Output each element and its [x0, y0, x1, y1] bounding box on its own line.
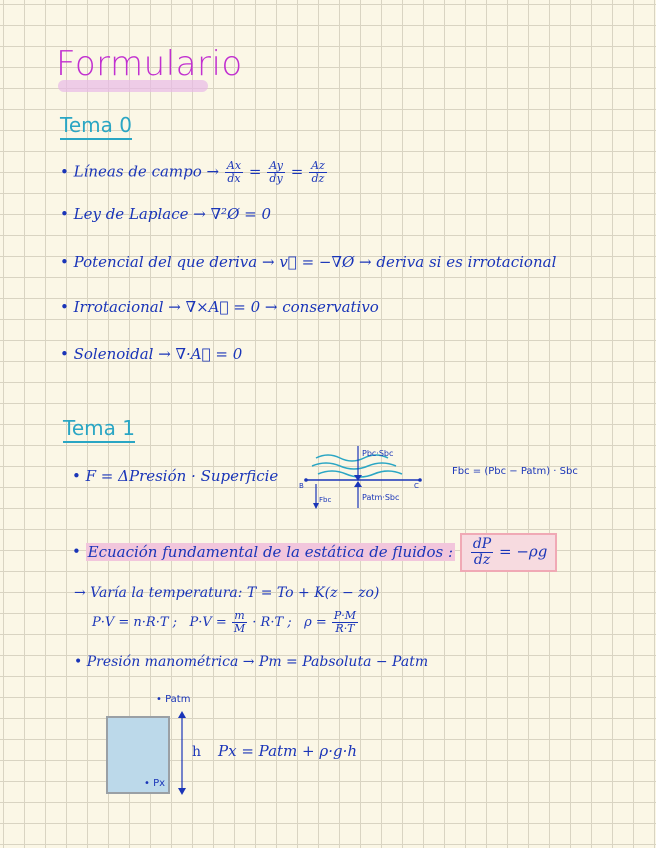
irrotacional: • Irrotacional → ∇×A⃗ = 0 → conservativo	[60, 298, 379, 316]
tema1-heading: Tema 1	[63, 416, 135, 443]
lineas-de-campo	[60, 160, 328, 185]
equals-sign: =	[290, 162, 304, 181]
diagram-label-b: B	[299, 482, 304, 490]
solenoidal: • Solenoidal → ∇·A⃗ = 0	[60, 345, 242, 363]
fraction-ax-dx: $\frac{Ax}{dx}$	[226, 159, 242, 185]
gas-eq2-right: · R·T ;	[252, 615, 292, 630]
potencial: • Potencial del que deriva → v⃗ = −∇Ø → deriva si es irrotacional	[60, 253, 556, 271]
fraction-pm-rt: $\frac{P\cdot M}{R\cdot T}$	[333, 609, 357, 635]
tank-formula: Px = Patm + ρ·g·h	[218, 742, 357, 760]
fraction-az-dz: $\frac{Az}{dz}$	[311, 159, 325, 185]
presion-manometrica: • Presión manométrica → Pm = Pabsoluta − Patm	[74, 654, 428, 670]
tank-label-patm: • Patm	[156, 694, 191, 705]
diagram-label-bottom: Patm·Sbc	[362, 493, 400, 502]
page-title: Formulario	[56, 44, 243, 84]
diagram-label-left: Fbc	[319, 496, 332, 504]
gas-eq3-left: ρ =	[304, 615, 327, 630]
lineas-label: Líneas de campo →	[73, 162, 220, 181]
tank-label-px: • Px	[144, 778, 166, 789]
fraction-dp-dz: $\frac{dP}{dz}$	[472, 536, 492, 568]
fuerza-presion: • F = ΔPresión · Superficie	[72, 467, 278, 485]
ley-laplace: • Ley de Laplace → ∇²Ø = 0	[60, 205, 271, 223]
fraction-ay-dy: $\frac{Ay}{dy}$	[269, 159, 283, 185]
diagram-label-c: C	[414, 482, 419, 490]
gas-equations	[92, 610, 359, 635]
equals-sign: =	[248, 162, 262, 181]
height-arrow	[176, 710, 188, 796]
fbc-formula: Fbc = (Pbc − Patm) · Sbc	[452, 466, 578, 477]
fraction-m-M: $\frac{m}{M}$	[233, 609, 246, 635]
ecuacion-box	[460, 533, 558, 572]
tank-label-h: h	[192, 744, 202, 760]
ecuacion-rhs: = −ρg	[499, 542, 548, 561]
diagram-label-top: Pbc·Sbc	[362, 449, 394, 458]
temperatura: → Varía la temperatura: T = To + K(z − zo)	[74, 585, 380, 601]
tema0-heading: Tema 0	[60, 113, 132, 140]
surface-force-diagram	[298, 442, 428, 512]
ecuacion-fundamental: • Ecuación fundamental de la estática de fluidos : $\frac{dP}{dz}$ = −ρg	[72, 533, 557, 572]
ecuacion-highlight: Ecuación fundamental de la estática de fluidos :	[87, 542, 454, 561]
gas-eq1: P·V = n·R·T ;	[92, 615, 178, 630]
gas-eq2-left: P·V =	[189, 615, 227, 630]
